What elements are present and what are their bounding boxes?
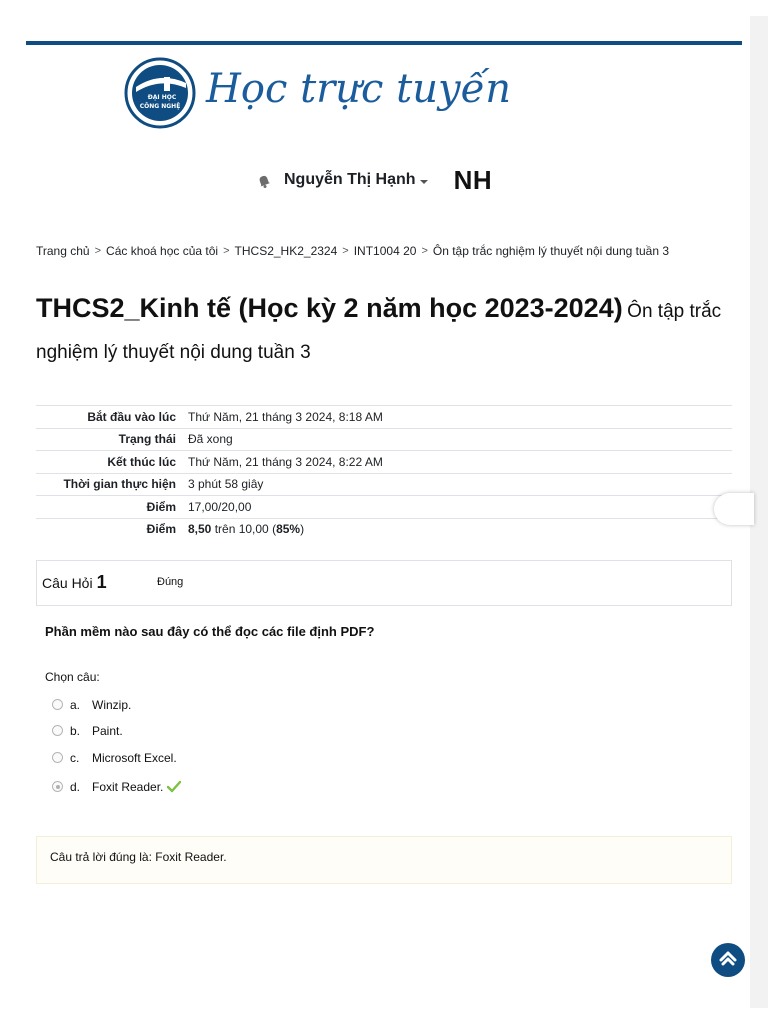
answer-text: Winzip. (92, 697, 132, 712)
question-label-text: Câu Hỏi (42, 575, 93, 591)
summary-label: Điểm (36, 496, 188, 519)
summary-label: Thời gian thực hiện (36, 473, 188, 496)
chevron-right-icon: > (94, 245, 102, 257)
user-menu-bar (256, 160, 492, 200)
correct-answer-feedback (36, 836, 732, 884)
answer-letter: d. (70, 779, 81, 794)
feedback-text: Câu trả lời đúng là: Foxit Reader. (50, 850, 227, 864)
site-title[interactable]: Học trực tuyến (206, 66, 511, 112)
back-to-top-button[interactable] (711, 943, 745, 977)
answer-list (52, 692, 181, 802)
question-label (42, 572, 107, 593)
breadcrumb-item-course[interactable]: THCS2_HK2_2324 (234, 244, 338, 258)
summary-label: Điểm (36, 518, 188, 540)
grade-value (188, 518, 732, 540)
answer-letter: c. (70, 750, 80, 765)
answer-option-d[interactable] (52, 771, 181, 802)
breadcrumb-item-my-courses[interactable]: Các khoá học của tôi (106, 244, 219, 258)
answer-prompt: Chọn câu: (45, 670, 100, 684)
bell-icon[interactable] (256, 173, 272, 189)
caret-down-icon[interactable] (420, 180, 428, 184)
question-number: 1 (96, 572, 107, 592)
table-row (36, 473, 732, 496)
grade-number: 8,50 (188, 522, 212, 537)
attempt-summary-table (36, 405, 732, 540)
answer-option-b[interactable] (52, 717, 181, 744)
quiz-title: Ôn tập trắc nghiệm lý thuyết nội dung tuần 3 (36, 301, 722, 363)
breadcrumb-item-section[interactable]: INT1004 20 (353, 244, 417, 258)
summary-value: 3 phút 58 giây (188, 473, 732, 496)
summary-label: Trạng thái (36, 428, 188, 451)
table-row (36, 428, 732, 451)
grade-out-of: trên 10,00 ( (211, 522, 277, 537)
answer-letter: b. (70, 723, 81, 738)
answer-text: Paint. (92, 723, 123, 738)
user-name[interactable]: Nguyễn Thị Hạnh (284, 171, 416, 188)
avatar[interactable]: NH (453, 164, 493, 195)
checkmark-icon (167, 780, 181, 794)
summary-value: Đã xong (188, 428, 732, 451)
drawer-toggle-tab[interactable] (714, 493, 754, 525)
summary-value: Thứ Năm, 21 tháng 3 2024, 8:22 AM (188, 451, 732, 474)
summary-label: Kết thúc lúc (36, 451, 188, 474)
site-logo[interactable] (124, 57, 196, 129)
summary-value: Thứ Năm, 21 tháng 3 2024, 8:18 AM (188, 406, 732, 429)
radio-button[interactable] (52, 725, 63, 736)
breadcrumb (36, 244, 669, 258)
chevron-right-icon: > (421, 245, 428, 257)
grade-close: ) (300, 522, 305, 537)
answer-letter: a. (70, 697, 81, 712)
table-row (36, 518, 732, 540)
table-row (36, 451, 732, 474)
answer-text: Microsoft Excel. (92, 750, 177, 765)
breadcrumb-item-home[interactable]: Trang chủ (36, 244, 90, 258)
course-title: THCS2_Kinh tế (Học kỳ 2 năm học 2023-2024) (36, 293, 623, 323)
question-info-box (36, 560, 732, 606)
answer-text: Foxit Reader. (92, 779, 164, 794)
page-title (36, 288, 736, 374)
answer-option-c[interactable] (52, 744, 181, 771)
chevron-up-icon (718, 948, 738, 973)
chevron-right-icon: > (342, 245, 349, 257)
table-row (36, 406, 732, 429)
breadcrumb-item-quiz[interactable]: Ôn tập trắc nghiệm lý thuyết nội dung tuần 3 (432, 244, 670, 258)
question-text: Phần mềm nào sau đây có thể đọc các file định PDF? (45, 624, 375, 639)
summary-value: 17,00/20,00 (188, 496, 732, 519)
logo-text-bottom: CÔNG NGHỆ (139, 103, 181, 110)
question-state: Đúng (157, 576, 184, 588)
radio-button[interactable] (52, 752, 63, 763)
summary-label: Bắt đầu vào lúc (36, 406, 188, 429)
radio-button-selected[interactable] (52, 781, 63, 792)
logo-text-top: ĐẠI HỌC (147, 94, 177, 101)
chevron-right-icon: > (223, 245, 230, 257)
grade-percent: 85% (276, 522, 301, 537)
radio-button[interactable] (52, 699, 63, 710)
answer-option-a[interactable] (52, 692, 181, 717)
table-row (36, 496, 732, 519)
header-accent-bar (26, 41, 742, 45)
